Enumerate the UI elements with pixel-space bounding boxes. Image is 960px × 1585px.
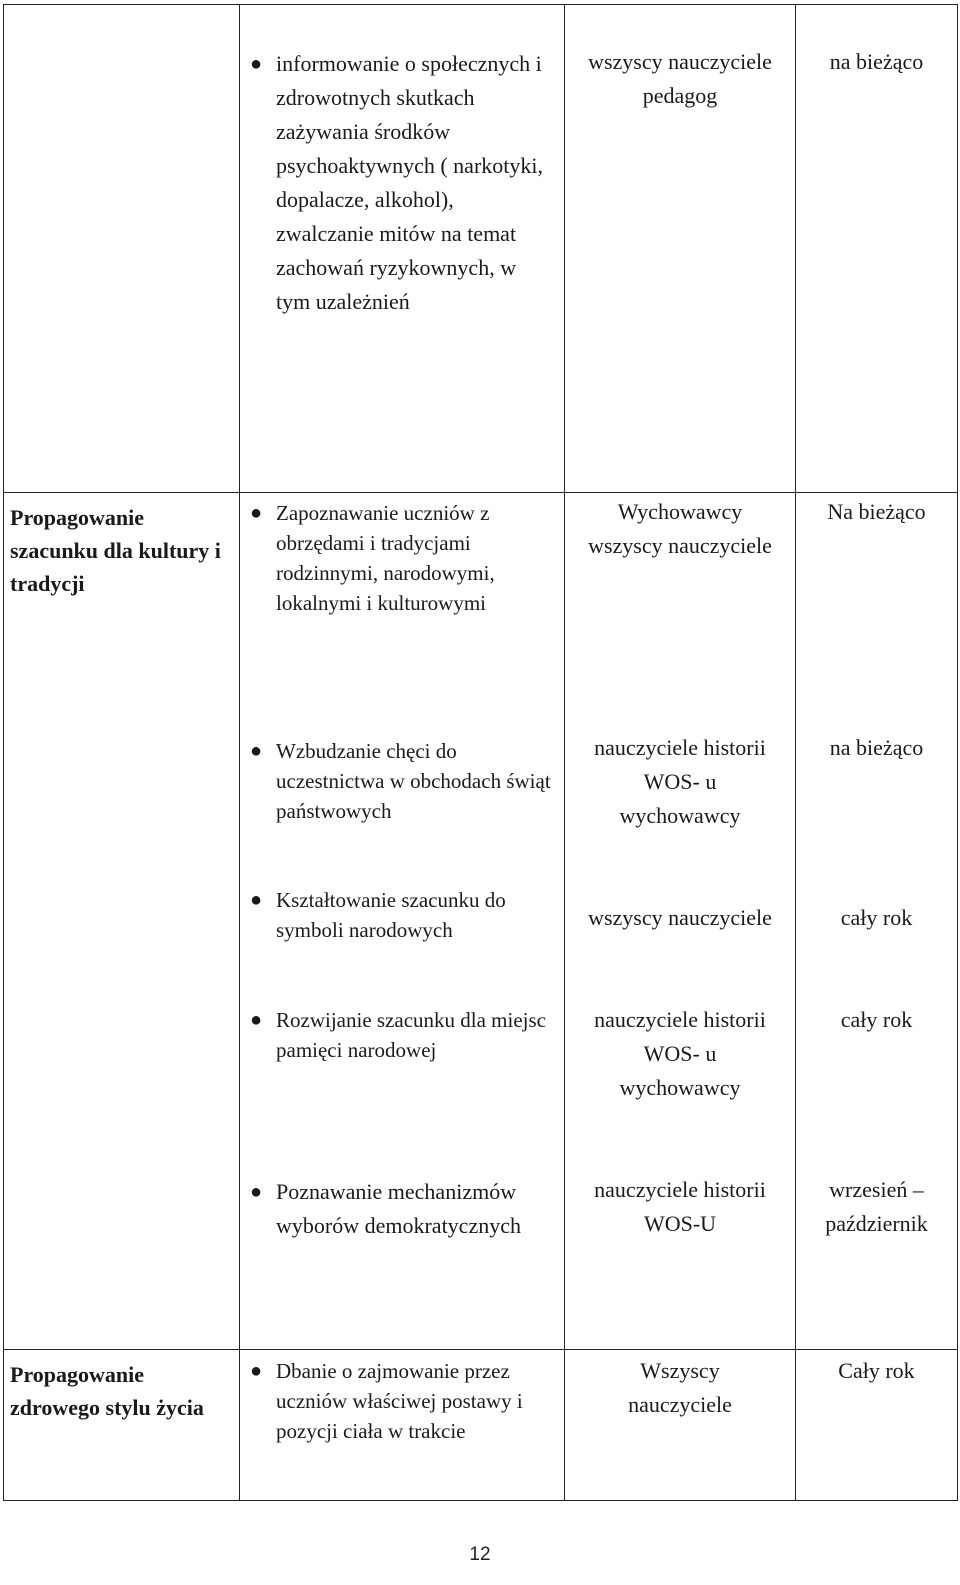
goal-text: Propagowanie zdrowego stylu życia: [10, 1362, 204, 1420]
deadline-cell: [796, 1350, 958, 1501]
bullet-icon: ●: [250, 1181, 263, 1203]
tasks-cell: [240, 1350, 565, 1501]
list-item: ● informowanie o społecznych i zdrowotnych skutkach zażywania środków psychoaktywnych ( narkotyki, dopalacze, alkohol), zwalczanie mitów na temat zachowań ryzykownych, w tym uzależnień: [276, 47, 554, 319]
responsible-text: wszyscy nauczyciele: [588, 905, 772, 930]
responsible-cell: [565, 5, 796, 493]
list-item: ● Dbanie o zajmowanie przez uczniów właściwej postawy i pozycji ciała w trakcie: [276, 1356, 554, 1446]
tasks-cell: [240, 5, 565, 493]
table-row: [4, 5, 958, 493]
tasks-cell: [240, 493, 565, 1350]
responsible-text: wszyscy nauczyciele pedagog: [588, 49, 772, 108]
responsible-text: nauczyciele historii WOS-U: [594, 1177, 766, 1236]
bullet-icon: ●: [250, 502, 263, 524]
list-item: ● Poznawanie mechanizmów wyborów demokratycznych: [276, 1175, 554, 1243]
list-item: ● Zapoznawanie uczniów z obrzędami i tradycjami rodzinnymi, narodowymi, lokalnymi i kulturowymi: [276, 498, 554, 618]
page-number: 12: [469, 1544, 491, 1565]
deadline-text: cały rok: [840, 1007, 913, 1032]
educational-plan-table: [3, 4, 958, 1501]
bullet-icon: ●: [250, 1360, 263, 1382]
bullet-icon: ●: [250, 889, 263, 911]
responsible-text: nauczyciele historii WOS- u wychowawcy: [594, 735, 766, 828]
bullet-icon: ●: [250, 740, 263, 762]
deadline-text: na bieżąco: [829, 49, 924, 74]
responsible-cell: [565, 493, 796, 1350]
bullet-icon: ●: [250, 53, 263, 75]
list-item: ● Wzbudzanie chęci do uczestnictwa w obchodach świąt państwowych: [276, 736, 554, 826]
responsible-text: nauczyciele historii WOS- u wychowawcy: [594, 1007, 766, 1100]
deadline-text: na bieżąco: [829, 735, 924, 760]
responsible-cell: [565, 1350, 796, 1501]
goal-cell: [4, 5, 240, 493]
deadline-text: Na bieżąco: [827, 499, 926, 524]
list-item: ● Kształtowanie szacunku do symboli narodowych: [276, 885, 554, 945]
deadline-text: Cały rok: [838, 1358, 915, 1383]
deadline-cell: [796, 493, 958, 1350]
table-row: [4, 493, 958, 1350]
goal-text: Propagowanie szacunku dla kultury i tradycji: [10, 505, 221, 596]
deadline-text: wrzesień – październik: [825, 1177, 928, 1236]
deadline-text: cały rok: [840, 905, 913, 930]
goal-cell: [4, 493, 240, 1350]
list-item: ● Rozwijanie szacunku dla miejsc pamięci narodowej: [276, 1005, 554, 1065]
table-row: [4, 1350, 958, 1501]
goal-cell: [4, 1350, 240, 1501]
deadline-cell: [796, 5, 958, 493]
bullet-icon: ●: [250, 1009, 263, 1031]
responsible-text: Wychowawcy wszyscy nauczyciele: [588, 499, 772, 558]
responsible-text: Wszyscy nauczyciele: [628, 1358, 732, 1417]
